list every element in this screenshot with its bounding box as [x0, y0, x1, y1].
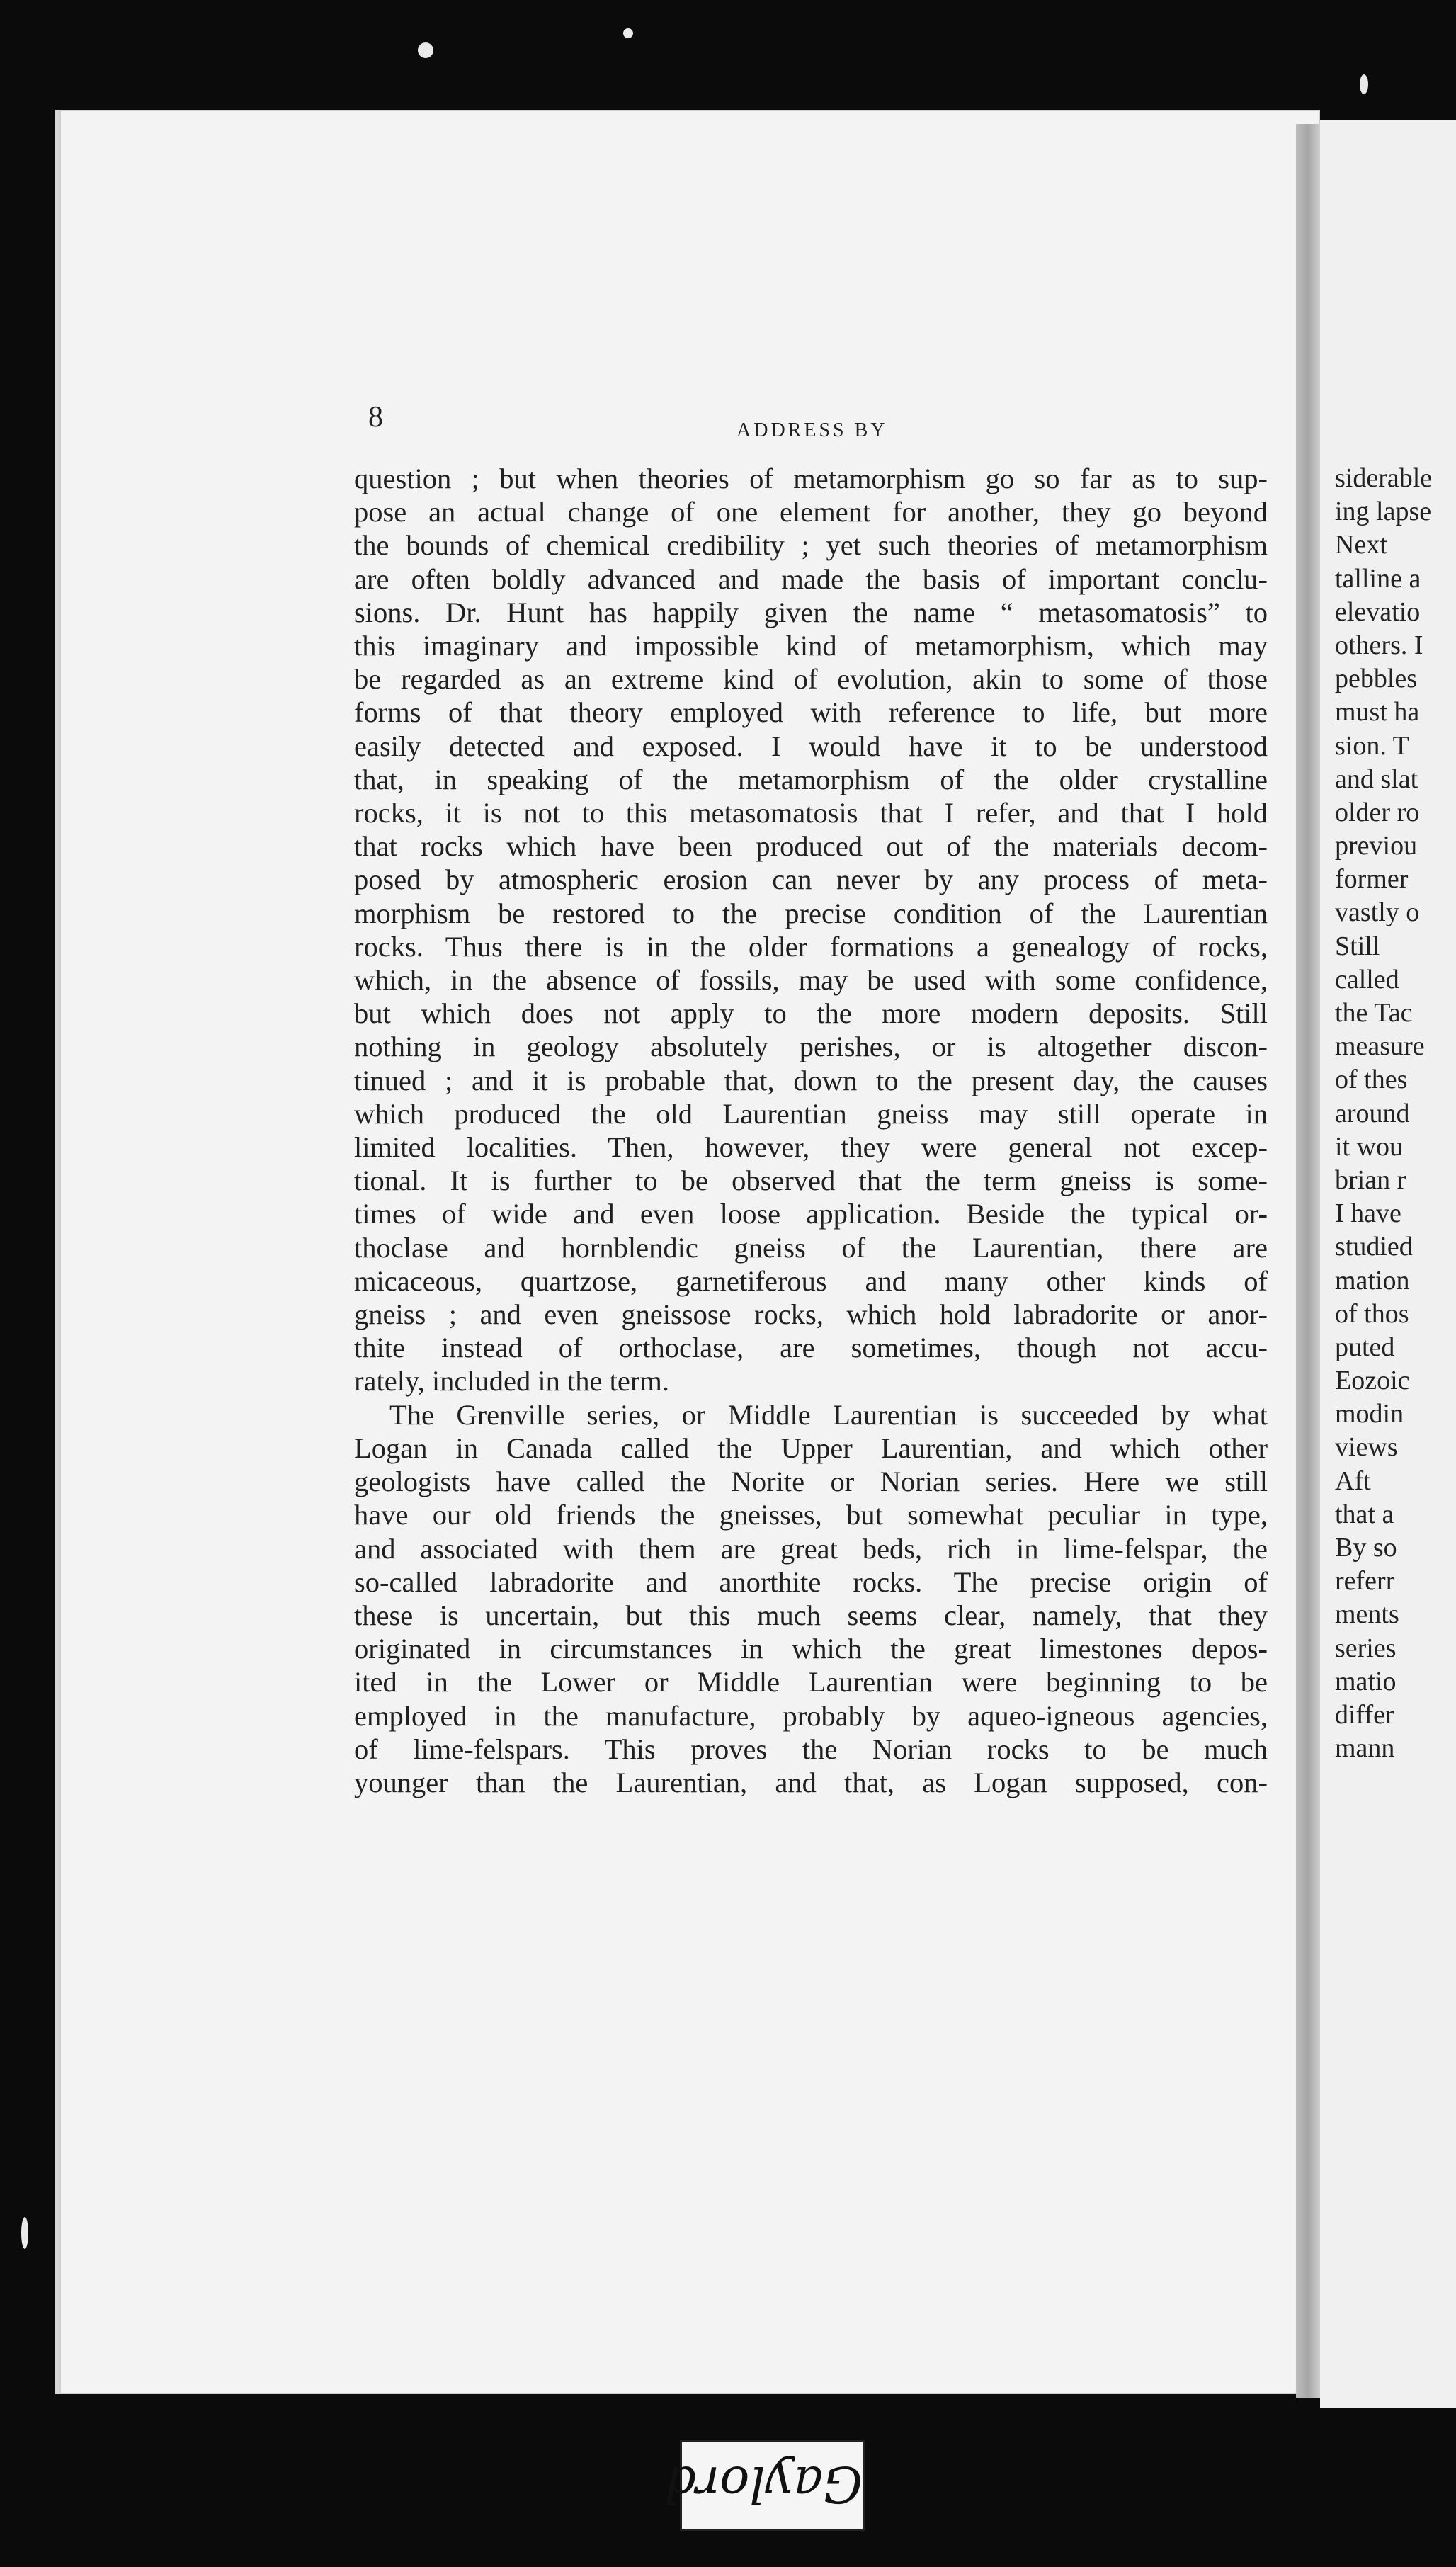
text-line: morphism be restored to the precise condition of the Laurentian [354, 897, 1268, 929]
fragment-line: talline a [1335, 563, 1421, 594]
binder-logo-text: Gaylord [664, 2455, 863, 2513]
text-line: easily detected and exposed. I would have it to be understood [354, 730, 1268, 762]
fragment-line: I have [1335, 1198, 1401, 1229]
fragment-line: Eozoic [1335, 1366, 1410, 1396]
fragment-line: called [1335, 964, 1399, 994]
fragment-line: others. I [1335, 630, 1423, 660]
book-gutter [1296, 124, 1320, 2398]
text-line: thoclase and hornblendic gneiss of the Laurentian, there are [354, 1231, 1268, 1264]
fragment-line: Still [1335, 931, 1380, 961]
text-line: limited localities. Then, however, they were general not excep- [354, 1131, 1268, 1164]
text-line: rately, included in the term. [354, 1365, 669, 1398]
text-line: which, in the absence of fossils, may be used with some confidence, [354, 964, 1268, 997]
fragment-line: around [1335, 1098, 1410, 1128]
binder-logo [664, 2440, 865, 2531]
text-line: times of wide and even loose application. Beside the typical or- [354, 1198, 1268, 1230]
text-line: posed by atmospheric erosion can never by any process of meta- [354, 863, 1268, 896]
text-line: but which does not apply to the more modern deposits. Still [354, 997, 1268, 1030]
text-line: so-called labradorite and anorthite rocks. The precise origin of [354, 1565, 1268, 1598]
text-line: geologists have called the Norite or Norian series. Here we still [354, 1466, 1268, 1498]
text-line: be regarded as an extreme kind of evolution, akin to some of those [354, 663, 1268, 696]
fragment-line: Aft [1335, 1466, 1371, 1496]
text-line: micaceous, quartzose, garnetiferous and many other kinds of [354, 1264, 1268, 1297]
dust-speck [623, 28, 633, 38]
text-line: this imaginary and impossible kind of metamorphism, which may [354, 630, 1268, 662]
fragment-line: series [1335, 1633, 1397, 1663]
fragment-line: views [1335, 1432, 1398, 1463]
text-line: question ; but when theories of metamorphism go so far as to sup- [354, 463, 1268, 494]
fragment-line: modin [1335, 1399, 1404, 1429]
text-line: tinued ; and it is probable that, down to the present day, the causes [354, 1064, 1268, 1096]
fragment-line: the Tac [1335, 998, 1413, 1028]
text-line: forms of that theory employed with reference to life, but more [354, 696, 1268, 729]
body-text [354, 462, 1268, 1799]
text-line: are often boldly advanced and made the basis of important conclu- [354, 562, 1268, 595]
text-line: rocks. Thus there is in the older formations a genealogy of rocks, [354, 930, 1268, 963]
text-line: tional. It is further to be observed that the term gneiss is some- [354, 1164, 1268, 1197]
text-line: that rocks which have been produced out of the materials decom- [354, 830, 1268, 863]
text-line: that, in speaking of the metamorphism of the older crystalline [354, 763, 1268, 795]
fragment-line: pebbles [1335, 664, 1418, 694]
text-line: gneiss ; and even gneissose rocks, which hold labradorite or anor- [354, 1298, 1268, 1331]
fragment-line: differ [1335, 1699, 1394, 1730]
text-line: ited in the Lower or Middle Laurentian were beginning to be [354, 1666, 1268, 1699]
fragment-line: older ro [1335, 797, 1420, 827]
fragment-line: must ha [1335, 697, 1420, 727]
text-line: rocks, it is not to this metasomatosis that I refer, and that I hold [354, 797, 1268, 829]
fragment-line: sion. T [1335, 730, 1409, 761]
running-head: ADDRESS BY [736, 419, 888, 441]
text-line: sions. Dr. Hunt has happily given the name “ metasomatosis” to [354, 596, 1268, 628]
fragment-line: siderable [1335, 463, 1433, 493]
fragment-line: it wou [1335, 1131, 1404, 1162]
text-line: younger than the Laurentian, and that, as Logan supposed, con- [354, 1766, 1268, 1798]
fragment-line: brian r [1335, 1164, 1406, 1195]
text-line: the bounds of chemical credibility ; yet such theories of metamorphism [354, 529, 1268, 562]
text-line: these is uncertain, but this much seems clear, namely, that they [354, 1599, 1268, 1631]
facing-page-fragments [1335, 462, 1456, 1765]
fragment-line: studied [1335, 1232, 1413, 1262]
fragment-line: elevatio [1335, 596, 1421, 627]
fragment-line: of thes [1335, 1065, 1408, 1095]
text-line: employed in the manufacture, probably by aqueo-igneous agencies, [354, 1699, 1268, 1732]
text-line: have our old friends the gneisses, but somewhat peculiar in type, [354, 1499, 1268, 1531]
text-line: originated in circumstances in which the great limestones depos- [354, 1633, 1268, 1665]
fragment-line: ments [1335, 1599, 1399, 1630]
fragment-line: measure [1335, 1031, 1425, 1062]
text-line: of lime-felspars. This proves the Norian rocks to be much [354, 1733, 1268, 1765]
fragment-line: puted [1335, 1332, 1395, 1362]
fragment-line: that a [1335, 1499, 1394, 1529]
dust-speck [21, 2217, 28, 2249]
fragment-line: mann [1335, 1733, 1395, 1764]
text-line: which produced the old Laurentian gneiss may still operate in [354, 1097, 1268, 1130]
text-line: The Grenville series, or Middle Laurentian is succeeded by what [389, 1398, 1268, 1431]
fragment-line: matio [1335, 1666, 1397, 1696]
page-number: 8 [368, 401, 383, 434]
fragment-line: former [1335, 864, 1409, 895]
text-line: and associated with them are great beds, rich in lime-felspar, the [354, 1532, 1268, 1565]
fragment-line: and slat [1335, 764, 1418, 794]
fragment-line: ing lapse [1335, 497, 1432, 527]
text-line: pose an actual change of one element for another, they go beyond [354, 496, 1268, 528]
dust-speck [418, 42, 433, 58]
text-line: Logan in Canada called the Upper Laurentian, and which other [354, 1432, 1268, 1464]
dust-speck [1360, 74, 1368, 94]
text-line: nothing in geology absolutely perishes, or is altogether discon- [354, 1031, 1268, 1063]
fragment-line: Next [1335, 530, 1387, 560]
fragment-line: By so [1335, 1533, 1397, 1563]
fragment-line: previou [1335, 831, 1418, 861]
text-line: thite instead of orthoclase, are sometimes, though not accu- [354, 1332, 1268, 1364]
fragment-line: referr [1335, 1566, 1395, 1597]
fragment-line: vastly o [1335, 897, 1420, 928]
fragment-line: mation [1335, 1265, 1410, 1296]
fragment-line: of thos [1335, 1298, 1409, 1329]
